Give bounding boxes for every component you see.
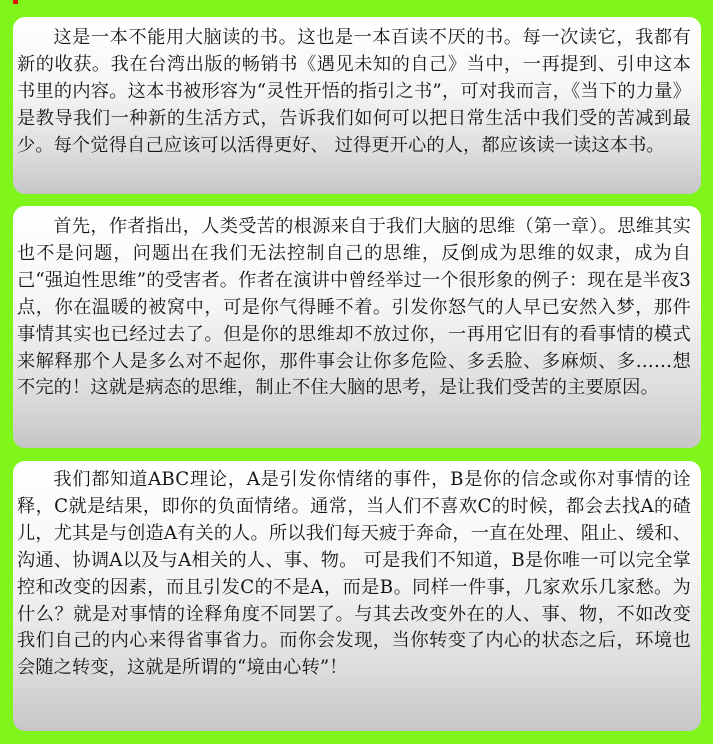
paragraph-card-1: [13, 17, 701, 194]
paragraph-text-3: 我们都知道ABC理论，A是引发你情绪的事件，B是你的信念或你对事情的诠释，C就是结果，即你的负面情绪。通常，当人们不喜欢C的时候，都会去找A的碴儿，尤其是与创造A有关的人。所以我们每天疲于奔命，一直在处理、阻止、缓和、沟通、协调A以及与A相关的人、事、物。 可是我们不知道，B是你唯一可以完全掌控和改变的因素，而且引发C的不是A，而是B。同样一件事，几家欢乐几家愁。为什么？就是对事情的诠释角度不同罢了。与其去改变外在的人、事、物，不如改变我们自己的内心来得省事省力。而你会发现，当你转变了内心的状态之后，环境也会随之转变，这就是所谓的“境由心转”！: [17, 469, 691, 679]
paragraph-card-2: [13, 206, 701, 448]
paragraph-text-1: 这是一本不能用大脑读的书。这也是一本百读不厌的书。每一次读它，我都有新的收获。我在台湾出版的畅销书《遇见未知的自己》当中，一再提到、引申这本书里的内容。这本书被形容为“灵性开悟的指引之书”，可对我而言，《当下的力量》是教导我们一种新的生活方式，告诉我们如何可以把日常生活中我们受的苦减到最少。每个觉得自己应该可以活得更好、 过得更开心的人，都应该读一读这本书。: [17, 27, 691, 156]
paragraph-text-2: 首先，作者指出，人类受苦的根源来自于我们大脑的思维（第一章）。思维其实也不是问题，问题出在我们无法控制自己的思维，反倒成为思维的奴隶，成为自己“强迫性思维”的受害者。作者在演讲中曾经举过一个很形象的例子：现在是半夜3点，你在温暖的被窝中，可是你气得睡不着。引发你怒气的人早已安然入梦，那件事情其实也已经过去了。但是你的思维却不放过你，一再用它旧有的看事情的模式来解释那个人是多么对不起你，那件事会让你多危险、多丢脸、多麻烦、多……想不完的！这就是病态的思维，制止不住大脑的思考，是让我们受苦的主要原因。: [17, 216, 691, 399]
paragraph-card-3: [13, 461, 701, 731]
corner-mark: [13, 0, 18, 4]
